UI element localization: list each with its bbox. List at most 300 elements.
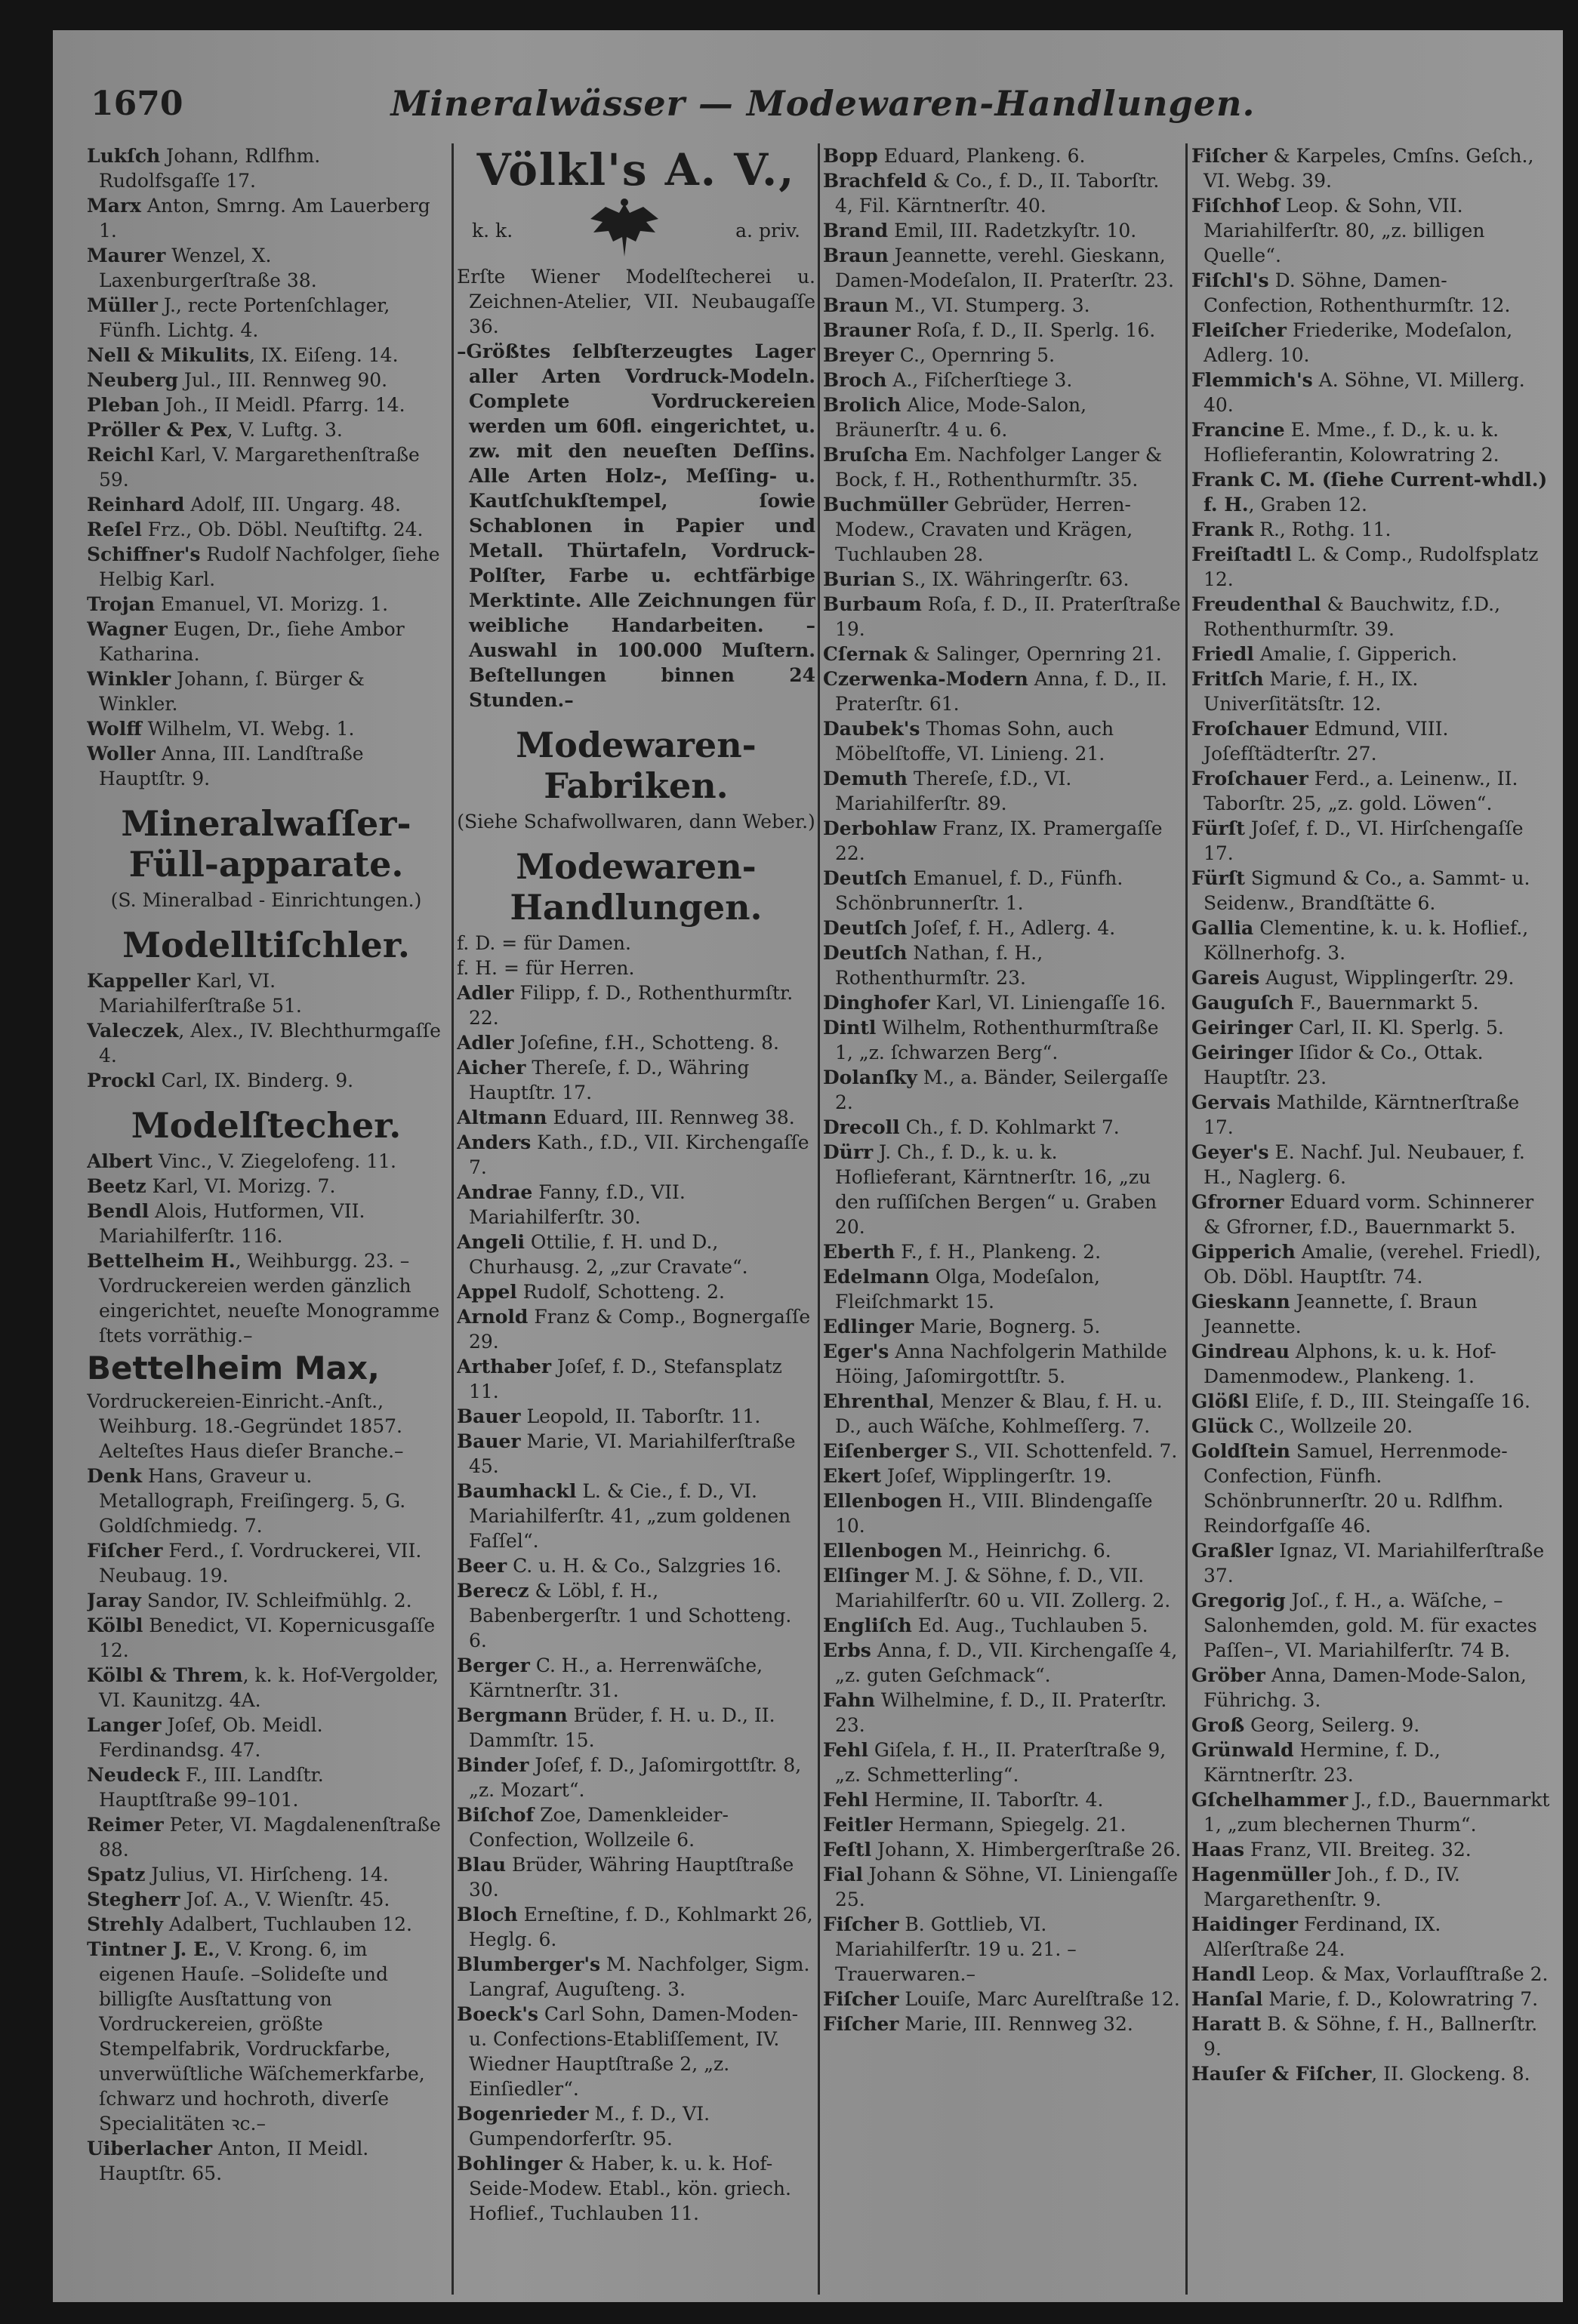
entry-details: Wilhelmine, f. D., II. Praterſtr. 23.: [835, 1689, 1167, 1736]
entry-name: Eberth: [823, 1241, 895, 1263]
voelkl-ad-priv: a. priv.: [735, 219, 800, 242]
directory-entry: [823, 1065, 1182, 1115]
section-heading-modelstecher: Modelſtecher.: [131, 1105, 402, 1146]
entry-details: Johann, X. Himbergerſtraße 26.: [871, 1839, 1182, 1861]
entry-details: Anna, f. D., VII. Kirchengaſſe 4, „z. guten Geſchmack“.: [835, 1639, 1178, 1686]
directory-entry: [457, 2002, 815, 2101]
entry-name: Bettelheim H.: [87, 1250, 236, 1272]
entry-details: Emanuel, VI. Morizg. 1.: [155, 593, 389, 615]
entry-name: Neuberg: [87, 369, 178, 391]
entry-details: Joſefine, f.H., Schotteng. 8.: [513, 1032, 779, 1054]
entry-name: Fürſt: [1191, 867, 1245, 889]
directory-entry: [457, 1354, 815, 1404]
entry-name: Gallia: [1191, 917, 1254, 939]
entry-details: A., Fiſcherſtiege 3.: [886, 369, 1073, 391]
entry-name: Gröber: [1191, 1664, 1265, 1686]
entry-details: Sandor, IV. Schleifmühlg. 2.: [140, 1590, 412, 1611]
directory-entry: [823, 1115, 1182, 1140]
directory-entry: [457, 1279, 815, 1304]
entry-name: Gſchelhammer: [1191, 1789, 1348, 1811]
entry-name: Hauſer & Fiſcher: [1191, 2063, 1372, 2085]
entry-name: Albert: [87, 1150, 153, 1172]
directory-entry: [1191, 1588, 1550, 1663]
directory-entry: [87, 1887, 445, 1912]
directory-entry: [823, 1613, 1182, 1638]
entry-details: Fanny, f.D., VII. Mariahilferſtr. 30.: [469, 1181, 686, 1228]
entry-details: Karl, VI. Morizg. 7.: [146, 1175, 336, 1197]
entry-details: Friederike, Modeſalon, Adlerg. 10.: [1204, 319, 1513, 366]
entry-name: Lukſch: [87, 145, 161, 167]
directory-entry: [1191, 816, 1550, 866]
entry-details: & Löbl, f. H., Babenbergerſtr. 1 und Schotteng. 6.: [469, 1580, 792, 1651]
directory-entry: [457, 1653, 815, 1703]
directory-entry: [823, 716, 1182, 766]
entry-details: Ch., f. D. Kohlmarkt 7.: [899, 1116, 1120, 1138]
entry-details: Eduard, III. Rennweg 38.: [547, 1107, 795, 1128]
entry-name: Neudeck: [87, 1764, 180, 1786]
directory-entry: [1191, 417, 1550, 467]
entry-name: Boeck's: [457, 2003, 538, 2025]
entry-name: Biſchof: [457, 1804, 535, 1826]
entry-name: Deutſch: [823, 942, 908, 964]
entry-details: Johann, Rdlfhm. Rudolfsgaſſe 17.: [99, 145, 321, 192]
entry-details: J., recte Portenſchlager, Fünfh. Lichtg. 4.: [99, 294, 390, 341]
directory-entry: [823, 218, 1182, 243]
entry-details: Adolf, III. Ungarg. 48.: [184, 494, 401, 516]
entry-details: Thereſe, f. D., Währing Hauptſtr. 17.: [469, 1057, 750, 1104]
entry-name: Valeczek: [87, 1020, 179, 1042]
entry-details: , Weihburgg. 23. –Vordruckereien werden gänzlich eingerichtet, neueſte Monogramme ſtets vorräthig.–: [99, 1250, 440, 1347]
entry-details: Alice, Mode-Salon, Bräunerſtr. 4 u. 6.: [835, 394, 1087, 441]
entry-details: Sigmund & Co., a. Sammt- u. Seidenw., Brandſtätte 6.: [1204, 867, 1530, 914]
entry-details: & Karpeles, Cmſns. Geſch., VI. Webg. 39.: [1204, 145, 1534, 192]
directory-entry: [1191, 143, 1550, 193]
entry-details: Eliſe, f. D., III. Steingaſſe 16.: [1249, 1390, 1530, 1412]
entry-details: C. H., a. Herrenwäſche, Kärntnerſtr. 31.: [469, 1655, 763, 1701]
entry-name: Reichl: [87, 444, 155, 466]
page-number: 1670: [91, 85, 183, 123]
double-eagle-icon: [583, 196, 666, 264]
entry-name: Brachfeld: [823, 170, 927, 192]
directory-entry: [1191, 866, 1550, 916]
directory-entry: [87, 1588, 445, 1613]
entry-name: Schiffner's: [87, 543, 201, 565]
entry-details: Eduard vorm. Schinnerer & Gfrorner, f.D., Bauernmarkt 5.: [1204, 1191, 1534, 1238]
entry-name: Gauguſch: [1191, 992, 1294, 1014]
entry-name: Prockl: [87, 1070, 156, 1091]
directory-entry: [457, 1902, 815, 1952]
entry-name: Fiſcher: [87, 1540, 163, 1562]
entry-details: Em. Nachfolger Langer & Bock, f. H., Rothenthurmſtr. 35.: [835, 444, 1163, 491]
entry-list: [87, 1464, 445, 2186]
entry-name: Baumhackl: [457, 1480, 577, 1502]
entry-name: Buchmüller: [823, 494, 948, 516]
entry-list: [457, 980, 815, 2226]
entry-name: Eger's: [823, 1341, 889, 1362]
directory-entry: [87, 442, 445, 492]
entry-name: Gareis: [1191, 967, 1260, 989]
section-heading-modewaren-fabriken: Modewaren-Fabriken.: [516, 725, 757, 806]
entry-details: Leop. & Max, Vorlaufſtraße 2.: [1255, 1963, 1549, 1985]
directory-entry: [87, 741, 445, 791]
entry-details: Louiſe, Marc Aurelſtraße 12.: [898, 1988, 1180, 2010]
entry-details: , Graben 12.: [1248, 494, 1367, 516]
entry-details: Zoe, Damenkleider-Confection, Wollzeile 6.: [469, 1804, 729, 1851]
entry-details: Brüder, f. H. u. D., II. Dammſtr. 15.: [469, 1704, 775, 1751]
directory-entry: [457, 1030, 815, 1055]
directory-entry: [823, 1787, 1182, 1812]
entry-details: Alois, Hutformen, VII. Mariahilferſtr. 116.: [99, 1200, 365, 1247]
column-divider: [818, 143, 820, 2295]
entry-name: Pleban: [87, 394, 160, 416]
directory-page: [53, 30, 1563, 2302]
entry-name: Winkler: [87, 668, 171, 690]
page-header: [91, 75, 1548, 136]
entry-name: Gregorig: [1191, 1590, 1286, 1611]
entry-details: Hermine, f. D., Kärntnerſtr. 23.: [1204, 1739, 1441, 1786]
entry-name: Bruſcha: [823, 444, 908, 466]
directory-entry: [87, 617, 445, 666]
section-heading-modewaren-handlungen: Modewaren-Handlungen.: [510, 846, 763, 928]
entry-details: H., VIII. Blindengaſſe 10.: [835, 1490, 1153, 1537]
entry-details: Franz, IX. Pramergaſſe 22.: [835, 817, 1163, 864]
entry-name: Wolff: [87, 718, 142, 740]
directory-entry: [823, 642, 1182, 666]
entry-details: Ignaz, VI. Mariahilferſtraße 37.: [1204, 1540, 1545, 1587]
directory-entry: [823, 1563, 1182, 1613]
entry-name: Bergmann: [457, 1704, 568, 1726]
entry-details: Franz, VII. Breiteg. 32.: [1244, 1839, 1472, 1861]
entry-name: Friedl: [1191, 643, 1254, 665]
entry-name: Adler: [457, 1032, 514, 1054]
entry-name: Uiberlacher: [87, 2138, 213, 2159]
entry-details: , V. Luftg. 3.: [227, 419, 343, 441]
directory-entry: [1191, 318, 1550, 368]
directory-entry: [1191, 2012, 1550, 2061]
directory-entry: [823, 293, 1182, 318]
entry-details: Emil, III. Radetzkyſtr. 10.: [888, 220, 1137, 242]
entry-name: Bopp: [823, 145, 878, 167]
directory-entry: [1191, 193, 1550, 268]
directory-entry: [823, 1688, 1182, 1738]
entry-name: Beer: [457, 1555, 507, 1577]
entry-details: Peter, VI. Magdalenenſtraße 88.: [99, 1814, 441, 1861]
entry-list: [823, 143, 1182, 2036]
voelkl-ad-kk: k. k.: [472, 219, 513, 242]
directory-entry: [1191, 1040, 1550, 1090]
entry-name: Brauner: [823, 319, 911, 341]
entry-details: Eugen, Dr., ſiehe Ambor Katharina.: [99, 618, 405, 665]
entry-name: Edelmann: [823, 1266, 929, 1288]
directory-entry: [823, 2012, 1182, 2036]
entry-details: , k. k. Hof-Vergolder, VI. Kaunitzg. 4A.: [99, 1664, 439, 1711]
entry-details: M. Nachfolger, Sigm. Langraf, Auguſteng. 3.: [469, 1953, 810, 2000]
entry-details: Emanuel, f. D., Fünfh. Schönbrunnerſtr. 1.: [835, 867, 1123, 914]
entry-details: E. Nachf. Jul. Neubauer, f. H., Naglerg. 6.: [1204, 1141, 1525, 1188]
entry-name: Ehrenthal: [823, 1390, 929, 1412]
entry-name: Denk: [87, 1465, 143, 1487]
entry-name: Erbs: [823, 1639, 871, 1661]
entry-details: Ottilie, f. H. und D., Churhausg. 2, „zur Cravate“.: [469, 1231, 748, 1278]
directory-entry: [1191, 268, 1550, 318]
directory-entry: [457, 1429, 815, 1479]
directory-entry: [1191, 467, 1550, 517]
entry-name: Beetz: [87, 1175, 146, 1197]
entry-details: , IX. Eiſeng. 14.: [249, 344, 399, 366]
entry-name: Haratt: [1191, 2013, 1262, 2035]
entry-details: Thereſe, f.D., VI. Mariahilferſtr. 89.: [835, 768, 1072, 814]
entry-name: Fleiſcher: [1191, 319, 1287, 341]
entry-name: Deutſch: [823, 867, 908, 889]
entry-details: Anton, Smrng. Am Lauerberg 1.: [99, 195, 430, 242]
entry-name: Daubek's: [823, 718, 920, 740]
directory-entry: [1191, 2061, 1550, 2086]
entry-details: Joh., II Meidl. Pfarrg. 14.: [159, 394, 405, 416]
entry-name: Frank: [1191, 519, 1254, 540]
entry-name: Adler: [457, 982, 514, 1004]
entry-details: Kath., f.D., VII. Kirchengaſſe 7.: [469, 1131, 809, 1178]
directory-entry: [1191, 592, 1550, 642]
directory-entry: [87, 343, 445, 368]
entry-details: Marie, f. H., IX. Univerſitätsſtr. 12.: [1204, 668, 1419, 715]
entry-details: Alphons, k. u. k. Hof-Damenmodew., Plankeng. 1.: [1204, 1341, 1496, 1387]
entry-details: B. Gottlieb, VI. Mariahilferſtr. 19 u. 21. –Trauerwaren.–: [835, 1913, 1077, 1985]
abbreviation-damen: f. D. = für Damen.: [457, 932, 631, 954]
directory-entry: [823, 940, 1182, 990]
entry-name: Fiſcher: [1191, 145, 1268, 167]
directory-entry: [1191, 1414, 1550, 1439]
directory-entry: [87, 1174, 445, 1199]
entry-details: Georg, Seilerg. 9.: [1244, 1714, 1420, 1736]
entry-details: Joſ. A., V. Wienſtr. 45.: [180, 1888, 390, 1910]
directory-entry: [1191, 1140, 1550, 1190]
directory-entry: [823, 1837, 1182, 1862]
directory-entry: [87, 716, 445, 741]
entry-name: Altmann: [457, 1107, 547, 1128]
entry-name: Fehl: [823, 1739, 868, 1761]
directory-entry: [87, 1248, 445, 1348]
entry-name: Breyer: [823, 344, 894, 366]
entry-details: Nathan, f. H., Rothenthurmſtr. 23.: [835, 942, 1043, 989]
abbreviation-herren: f. H. = für Herren.: [457, 957, 635, 979]
entry-details: , Alex., IV. Blechthurmgaſſe 4.: [99, 1020, 441, 1067]
entry-name: Cſernak: [823, 643, 908, 665]
page-title: Mineralwässer — Modewaren-Handlungen.: [390, 83, 1256, 124]
entry-details: Ed. Aug., Tuchlauben 5.: [911, 1614, 1148, 1636]
directory-entry: [823, 143, 1182, 168]
directory-entry: [457, 1230, 815, 1279]
entry-name: Eiſenberger: [823, 1440, 949, 1462]
section-note: (S. Mineralbad - Einrichtungen.): [110, 889, 422, 911]
directory-entry: [457, 1130, 815, 1180]
directory-entry: [823, 1738, 1182, 1787]
directory-entry: [823, 243, 1182, 293]
entry-details: Anna, III. Landſtraße Hauptſtr. 9.: [99, 743, 364, 790]
entry-details: Roſa, f. D., II. Sperlg. 16.: [910, 319, 1156, 341]
entry-details: F., III. Landſtr. Hauptſtraße 99–101.: [99, 1764, 324, 1811]
entry-name: Blau: [457, 1854, 507, 1876]
entry-name: Strehly: [87, 1913, 163, 1935]
entry-details: J., f.D., Bauernmarkt 1, „zum blechernen Thurm“.: [1204, 1789, 1550, 1836]
entry-details: Gebrüder, Herren-Modew., Cravaten und Krägen, Tuchlauben 28.: [835, 494, 1133, 565]
directory-entry: [1191, 368, 1550, 417]
entry-details: Karl, VI. Mariahilferſtraße 51.: [99, 970, 302, 1017]
entry-name: Haidinger: [1191, 1913, 1299, 1935]
directory-entry: [87, 1018, 445, 1068]
entry-name: Reimer: [87, 1814, 164, 1836]
directory-entry: [1191, 642, 1550, 666]
entry-details: Ferd., a. Leinenw., II. Taborſtr. 25, „z. gold. Löwen“.: [1204, 768, 1518, 814]
entry-name: Graßler: [1191, 1540, 1274, 1562]
directory-entry: [823, 318, 1182, 343]
entry-name: Angeli: [457, 1231, 525, 1253]
entry-name: Dintl: [823, 1017, 877, 1039]
entry-name: Jaray: [87, 1590, 141, 1611]
directory-entry: [87, 968, 445, 1018]
directory-entry: [87, 1199, 445, 1248]
entry-name: Kappeller: [87, 970, 190, 992]
entry-name: Spatz: [87, 1864, 146, 1885]
entry-details: R., Rothg. 11.: [1253, 519, 1392, 540]
entry-name: Berger: [457, 1655, 530, 1676]
entry-details: , V. Krong. 6, im eigenen Hauſe. –Solideſte und billigſte Ausſtattung von Vordruckereien, größte Stempelfabrik, Vordruckfarbe, unverwüſtliche Wäſchemerkfarbe, ſchwarz und hochroth, diverſe Specialitäten ꝛc.–: [99, 1938, 425, 2135]
directory-entry: [823, 567, 1182, 592]
entry-name: Bloch: [457, 1904, 518, 1925]
entry-name: Dinghofer: [823, 992, 930, 1014]
directory-entry: [1191, 1015, 1550, 1040]
entry-details: Adalbert, Tuchlauben 12.: [162, 1913, 412, 1935]
directory-entry: [1191, 716, 1550, 766]
directory-entry: [457, 1753, 815, 1802]
entry-name: Deutſch: [823, 917, 908, 939]
directory-entry: [1191, 990, 1550, 1015]
directory-entry: [823, 1439, 1182, 1464]
entry-details: Carl Sohn, Damen-Moden- u. Confections-Etabliſſement, IV. Wiedner Hauptſtraße 2, „z. Einſiedler“.: [469, 2003, 799, 2100]
directory-entry: [87, 666, 445, 716]
directory-entry: [457, 1404, 815, 1429]
directory-entry: [823, 1862, 1182, 1912]
entry-details: Hermann, Spiegelg. 21.: [892, 1814, 1126, 1836]
entry-details: Marie, f. D., Kolowratring 7.: [1262, 1988, 1539, 2010]
entry-name: Demuth: [823, 768, 908, 790]
entry-name: Ellenbogen: [823, 1490, 942, 1512]
entry-name: Bohlinger: [457, 2153, 562, 2175]
entry-name: Gervais: [1191, 1091, 1271, 1113]
entry-details: & Co., f. D., II. Taborſtr. 4, Fil. Kärntnerſtr. 40.: [835, 170, 1160, 217]
directory-entry: [87, 143, 445, 193]
entry-name: Fial: [823, 1864, 863, 1885]
directory-entry: [87, 1713, 445, 1762]
entry-name: Braun: [823, 294, 889, 316]
entry-details: Hermine, II. Taborſtr. 4.: [868, 1789, 1104, 1811]
entry-name: Hagenmüller: [1191, 1864, 1331, 1885]
entry-details: E. Mme., f. D., k. u. k. Hoflieferantin, Kolowratring 2.: [1204, 419, 1499, 466]
entry-name: Elſinger: [823, 1565, 909, 1587]
entry-details: Julius, VI. Hirſcheng. 14.: [145, 1864, 389, 1885]
directory-entry: [457, 1479, 815, 1553]
entry-details: Brüder, Währing Hauptſtraße 30.: [469, 1854, 794, 1901]
entry-name: Geyer's: [1191, 1141, 1269, 1163]
entry-details: , Menzer & Blau, f. H. u. D., auch Wäſche, Kohlmeſſerg. 7.: [835, 1390, 1163, 1437]
entry-details: Rudolf Nachfolger, ſiehe Helbig Karl.: [99, 543, 440, 590]
entry-details: M. J. & Söhne, f. D., VII. Mariahilferſtr. 60 u. VII. Zollerg. 2.: [835, 1565, 1171, 1611]
entry-details: Joſ., f. H., a. Wäſche, –Salonhemden, gold. M. für exactes Paſſen–, VI. Mariahilferſtr. 74 B.: [1204, 1590, 1537, 1661]
entry-name: Derbohlaw: [823, 817, 937, 839]
directory-entry: [823, 392, 1182, 442]
entry-details: Marie, Bognerg. 5.: [914, 1316, 1101, 1337]
entry-details: Hans, Graveur u. Metallograph, Freiſingerg. 5, G. Goldſchmiedg. 7.: [99, 1465, 406, 1537]
entry-name: Reinhard: [87, 494, 185, 516]
entry-details: M., f. D., VI. Gumpendorferſtr. 95.: [469, 2103, 710, 2150]
entry-details: Franz & Comp., Bognergaſſe 29.: [469, 1306, 811, 1353]
entry-details: Joſef, f. D., Stefansplatz 11.: [469, 1356, 782, 1402]
directory-entry: [1191, 517, 1550, 542]
directory-entry: [1191, 916, 1550, 965]
entry-name: Dürr: [823, 1141, 874, 1163]
bettelheim-max-name: Bettelheim Max,: [87, 1350, 380, 1387]
entry-name: Gipperich: [1191, 1241, 1296, 1263]
directory-entry: [1191, 1962, 1550, 1987]
directory-entry: [457, 980, 815, 1030]
entry-name: Fiſcher: [823, 2013, 899, 2035]
bettelheim-max-text: Vordruckereien-Einricht.-Anſt., Weihburg. 18.-Gegründet 1857. Aelteſtes Haus dieſer Branche.–: [87, 1390, 404, 1462]
directory-entry: [1191, 1439, 1550, 1538]
directory-entry: [823, 1389, 1182, 1439]
entry-details: Amalie, ſ. Gipperich.: [1253, 643, 1458, 665]
entry-details: Carl, II. Kl. Sperlg. 5.: [1293, 1017, 1504, 1039]
entry-name: Froſchauer: [1191, 718, 1308, 740]
directory-entry: [457, 1553, 815, 1578]
entry-name: Bogenrieder: [457, 2103, 589, 2125]
entry-details: Rudolf, Schotteng. 2.: [516, 1281, 725, 1303]
entry-name: Ekert: [823, 1465, 882, 1487]
directory-entry: [823, 1538, 1182, 1563]
directory-entry: [457, 1105, 815, 1130]
entry-details: Jeannette, verehl. Gieskann, Damen-Modeſalon, II. Praterſtr. 23.: [835, 245, 1174, 291]
entry-list: [1191, 143, 1550, 2086]
directory-entry: [87, 1663, 445, 1713]
directory-entry: [87, 368, 445, 392]
entry-name: Burbaum: [823, 593, 922, 615]
entry-details: Wilhelm, VI. Webg. 1.: [141, 718, 355, 740]
entry-name: Marx: [87, 195, 141, 217]
section-heading-modelltischler: Modelltiſchler.: [122, 925, 410, 965]
column-3: [823, 143, 1182, 2295]
entry-details: L. & Cie., f. D., VI. Mariahilferſtr. 41, „zum goldenen Faſſel“.: [469, 1480, 791, 1552]
entry-name: Fiſcher: [823, 1988, 899, 2010]
entry-name: Froſchauer: [1191, 768, 1308, 790]
entry-details: Karl, VI. Liniengaſſe 16.: [929, 992, 1167, 1014]
entry-details: Amalie, (verehel. Friedl), Ob. Döbl. Hauptſtr. 74.: [1204, 1241, 1542, 1288]
directory-entry: [823, 1140, 1182, 1239]
entry-details: Johann, ſ. Bürger & Winkler.: [99, 668, 365, 715]
entry-name: Glößl: [1191, 1390, 1250, 1412]
directory-entry: [87, 1464, 445, 1538]
directory-entry: [823, 666, 1182, 716]
entry-name: Aicher: [457, 1057, 526, 1079]
entry-name: Müller: [87, 294, 158, 316]
entry-list: [87, 1149, 445, 1348]
directory-entry: [823, 1812, 1182, 1837]
directory-entry: [1191, 965, 1550, 990]
entry-details: F., Bauernmarkt 5.: [1293, 992, 1479, 1014]
directory-entry: [457, 1304, 815, 1354]
directory-entry: [823, 1638, 1182, 1688]
directory-entry: [823, 1488, 1182, 1538]
directory-entry: [457, 2101, 815, 2151]
entry-details: & Bauchwitz, f.D., Rothenthurmſtr. 39.: [1204, 593, 1501, 640]
entry-details: & Salinger, Opernring 21.: [907, 643, 1162, 665]
